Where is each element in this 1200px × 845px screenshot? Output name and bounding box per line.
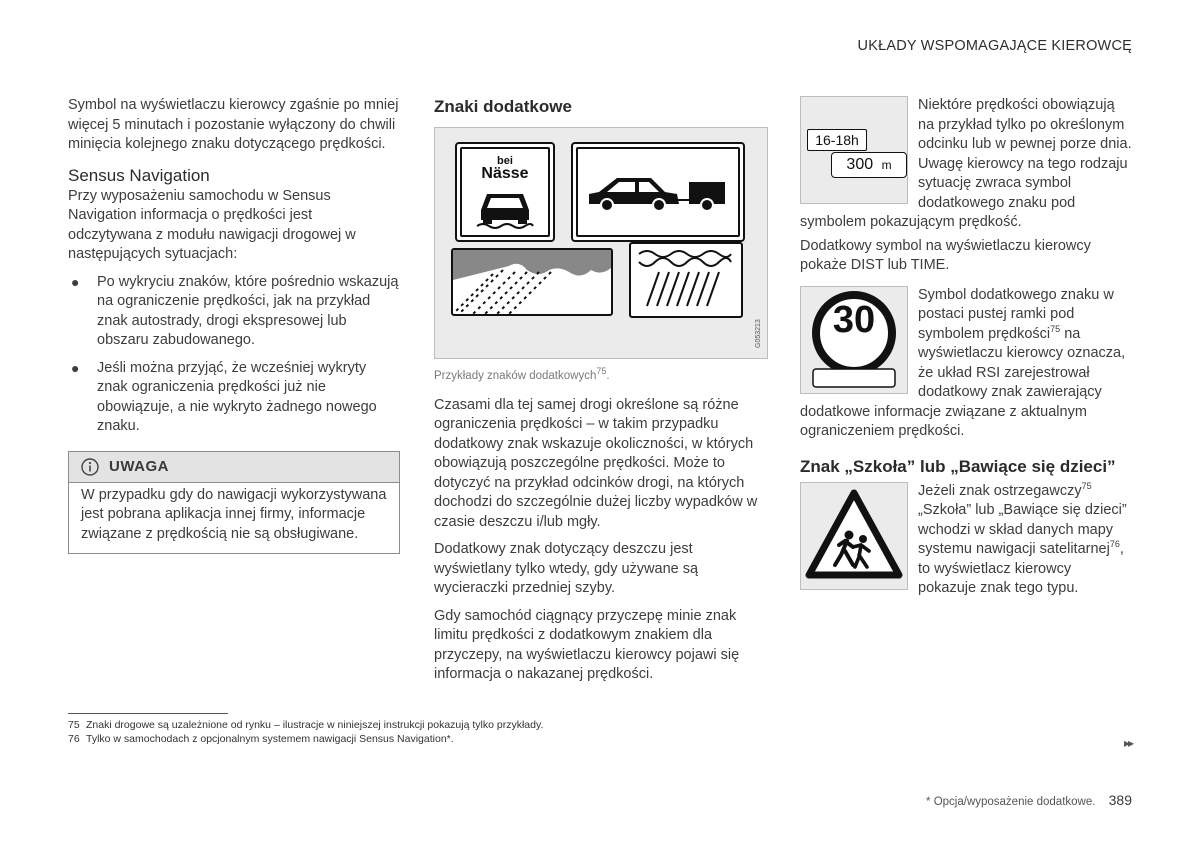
column-left — [68, 96, 400, 554]
note-box — [68, 451, 400, 555]
speed-30-sign-figure — [800, 286, 908, 394]
time-sign — [807, 129, 867, 151]
bullet-dot-icon: ● — [71, 273, 80, 290]
children-crossing-icon — [801, 483, 907, 589]
list-item — [68, 359, 400, 437]
distance-value: 300 — [846, 156, 874, 173]
bullet-list — [68, 273, 400, 437]
section-heading-additional-signs: Znaki dodatkowe — [434, 97, 572, 116]
running-header: UKŁADY WSPOMAGAJĄCE KIEROWCĘ — [857, 38, 1132, 54]
footnote-divider — [68, 713, 228, 714]
section-heading-school-sign: Znak „Szkoła” lub „Bawiące się dzieci” — [800, 456, 1116, 476]
time-sign-text: 16-18h — [815, 132, 859, 148]
note-header — [69, 452, 399, 483]
footnote-ref: 76 — [1109, 539, 1120, 550]
sensus-paragraph: Przy wyposażeniu samochodu w Sensus Navigation informacja o prędkości jest odczytywana z modułu nawigacji drogowej w następujących sytuacjach: — [68, 187, 356, 262]
paragraph-school-sign: Jeżeli znak ostrzegawczy$^{75}$ „Szkoła” lub „Bawiące się dzieci” wchodzi w skład danych mapy systemu nawigacji satelitarnej$^{76}$, to wyświetlacz kierowcy pokazuje znak tego typu. — [918, 480, 1127, 596]
paragraph-different-limits: Czasami dla tej samej drogi określone są różne ograniczenia prędkości – w takim przypadku dodatkowy znak wskazuje okoliczności, w których obowiązują poszczególne prędkości. Może to dotyczyć na przykład odcinków drogi, na których dochodzi do szczególnie dużej liczby wypadków w czasie deszczu i/lub mgły. — [434, 396, 758, 530]
footer-note: * Opcja/wyposażenie dodatkowe. — [926, 796, 1096, 808]
footnote-75: 75 Znaki drogowe są uzależnione od rynku – ilustracje w niniejszej instrukcji pokazują tylko przykłady. — [68, 719, 544, 731]
paragraph-specific-speeds: Niektóre prędkości obowiązują na przykład tylko po określonym odcinku lub w pewnej porze dnia. Uwagę kierowcy na tego rodzaju sytuację zwraca symbol dodatkowego znaku pod symbolem pokazującym prędkość. — [800, 97, 1132, 230]
figure-caption: Przykłady znaków dodatkowych$^{75}$. — [434, 366, 610, 382]
footnote-ref: 75 — [596, 366, 607, 377]
note-body: W przypadku gdy do nawigacji wykorzystywana jest pobrana aplikacja innej firmy, informacje związane z prędkością nie są obsługiwane. — [81, 486, 387, 542]
rain-cloud-icon — [453, 250, 611, 314]
children-sign-figure — [800, 482, 908, 590]
column-middle — [434, 96, 768, 693]
skidding-car-icon — [475, 186, 535, 232]
sign-text-bei: bei — [497, 155, 513, 167]
paragraph-trailer: Gdy samochód ciągnący przyczepę minie znak limitu prędkości z dodatkowym znakiem dla przyczepy, na wyświetlaczu kierowcy pojawi się informacja o nakazanej prędkości. — [434, 607, 740, 682]
footnote-76: 76 Tylko w samochodach z opcjonalnym systemem nawigacji Sensus Navigation*. — [68, 733, 454, 745]
sign-text-nasse: Nässe — [481, 165, 529, 182]
info-icon — [81, 458, 99, 476]
note-title: UWAGA — [109, 457, 169, 475]
figure-code: G053213 — [755, 319, 762, 348]
wavy-rain-icon — [637, 248, 733, 310]
speed-limit-value: 30 — [832, 298, 876, 341]
bullet-dot-icon: ● — [71, 359, 80, 376]
heavy-rain-sign — [629, 242, 743, 318]
intro-paragraph: Symbol na wyświetlaczu kierowcy zgaśnie po mniej więcej 5 minutach i pozostanie wyłączony do chwili minięcia kolejnego znaku dotyczącego prędkości. — [68, 97, 399, 152]
additional-signs-figure — [434, 127, 768, 359]
rain-symbol-sign — [451, 248, 613, 316]
wet-road-sign — [455, 142, 555, 242]
page-number: 389 — [1108, 792, 1132, 808]
distance-unit: m — [881, 158, 892, 172]
distance-sign — [831, 152, 907, 178]
column-right — [800, 96, 1132, 607]
paragraph-rain-sign: Dodatkowy znak dotyczący deszczu jest wyświetlany tylko wtedy, gdy używane są wycieraczki przedniej szyby. — [434, 541, 699, 596]
footnote-ref: 75 — [1081, 480, 1092, 491]
footnote-ref: 75 — [1050, 323, 1061, 334]
trailer-sign — [571, 142, 745, 242]
car-with-trailer-icon — [585, 168, 731, 218]
paragraph-dist-time: Dodatkowy symbol na wyświetlaczu kierowcy pokaże DIST lub TIME. — [800, 237, 1091, 273]
section-heading-sensus: Sensus Navigation — [68, 165, 210, 185]
list-item-text: Jeśli można przyjąć, że wcześniej wykryty znak ograniczenia prędkości już nie obowiązuje, a nie wykryto żadnego nowego znaku. — [97, 359, 377, 434]
list-item — [68, 273, 400, 351]
continue-arrows-icon: ▸▸ — [1123, 736, 1132, 750]
list-item-text: Po wykryciu znaków, które pośrednio wskazują na ograniczenie prędkości, jak na przykład znak autostrady, drogi ekspresowej lub obszaru zabudowanego. — [97, 273, 399, 348]
page-footer — [926, 792, 1132, 808]
paragraph-empty-frame: Symbol dodatkowego znaku w postaci pustej ramki pod symbolem prędkości$^{75}$ na wyświetlaczu kierowcy oznacza, że układ RSI zarejestrował dodatkowy znak zawierający dodatkowe informacje związane z aktualnym ograniczeniem prędkości. — [800, 286, 1126, 439]
time-speed-sign-figure — [800, 96, 908, 204]
